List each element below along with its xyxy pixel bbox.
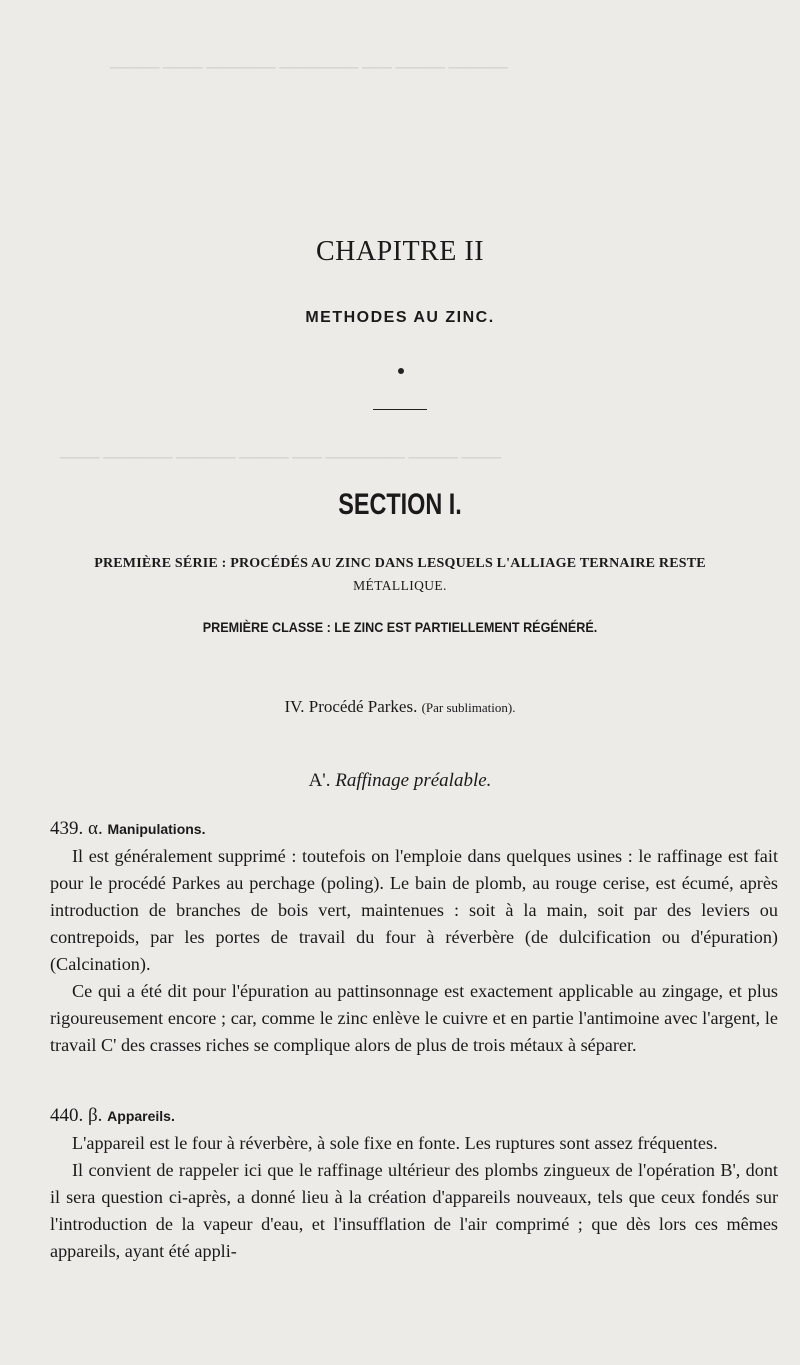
- paragraph-number: 440. β.: [50, 1105, 103, 1126]
- paragraph-440: [50, 1102, 778, 1265]
- paragraph-title: Appareils.: [107, 1108, 175, 1124]
- divider-rule: [373, 409, 427, 410]
- paragraph-number: 439. α.: [50, 818, 103, 839]
- paragraph-title: Manipulations.: [107, 821, 206, 837]
- paragraph-heading: [50, 815, 778, 843]
- serie-heading-line2: MÉTALLIQUE.: [353, 578, 447, 593]
- show-through-text: ────── ───── ─── ──────── ─────── ──── ─────: [110, 61, 508, 76]
- ornament-dot: [398, 368, 404, 374]
- subsection-text: Raffinage préalable.: [335, 770, 492, 791]
- paragraph-439: [50, 815, 778, 1059]
- chapter-subtitle: METHODES AU ZINC.: [305, 309, 495, 326]
- procede-parenthetical: (Par sublimation).: [421, 700, 516, 715]
- body-text: Il est généralement supprimé : toutefois on l'emploie dans quelques usines : le raffinage est fait pour le procédé Parkes au perchage (poling). Le bain de plomb, au rouge cerise, est écumé, après introduction de branches de bois vert, maintenues : soit à la main, soit par des leviers ou contrepoids, par les portes de travail du four à réverbère (de dulcification ou d'épuration) (Calcination).: [50, 846, 778, 974]
- show-through-text: ──── ───── ──────── ─── ───── ────── ─────── ────: [60, 451, 502, 466]
- subsection-heading: [0, 770, 800, 792]
- serie-heading-line1: PREMIÈRE SÉRIE : PROCÉDÉS AU ZINC DANS LESQUELS L'ALLIAGE TERNAIRE RESTE: [94, 556, 706, 571]
- body-text: Ce qui a été dit pour l'épuration au pattinsonnage est exactement applicable au zingage, et plus rigoureusement encore ; car, comme le zinc enlève le cuivre et en partie l'antimoine avec l'argent, le travail C' des crasses riches se complique alors de plus de trois métaux à séparer.: [50, 981, 778, 1055]
- paragraph-heading: [50, 1102, 778, 1130]
- subsection-letter: A'.: [308, 770, 331, 791]
- section-title: SECTION I.: [338, 488, 462, 521]
- classe-heading: PREMIÈRE CLASSE : LE ZINC EST PARTIELLEMENT RÉGÉNÉRÉ.: [202, 619, 598, 635]
- procede-heading: [0, 697, 800, 717]
- chapter-title: CHAPITRE II: [315, 236, 485, 267]
- procede-number: IV.: [284, 697, 305, 716]
- body-text: L'appareil est le four à réverbère, à sole fixe en fonte. Les ruptures sont assez fréquentes.: [72, 1133, 718, 1153]
- procede-name: Procédé Parkes.: [308, 697, 418, 716]
- body-text: Il convient de rappeler ici que le raffinage ultérieur des plombs zingueux de l'opération B', dont il sera question ci-après, a donné lieu à la création d'appareils nouveaux, tels que ceux fondés sur l'introduction de la vapeur d'eau, et l'insufflation de l'air comprimé ; que dès lors ces mêmes appareils, ayant été appli-: [50, 1160, 778, 1261]
